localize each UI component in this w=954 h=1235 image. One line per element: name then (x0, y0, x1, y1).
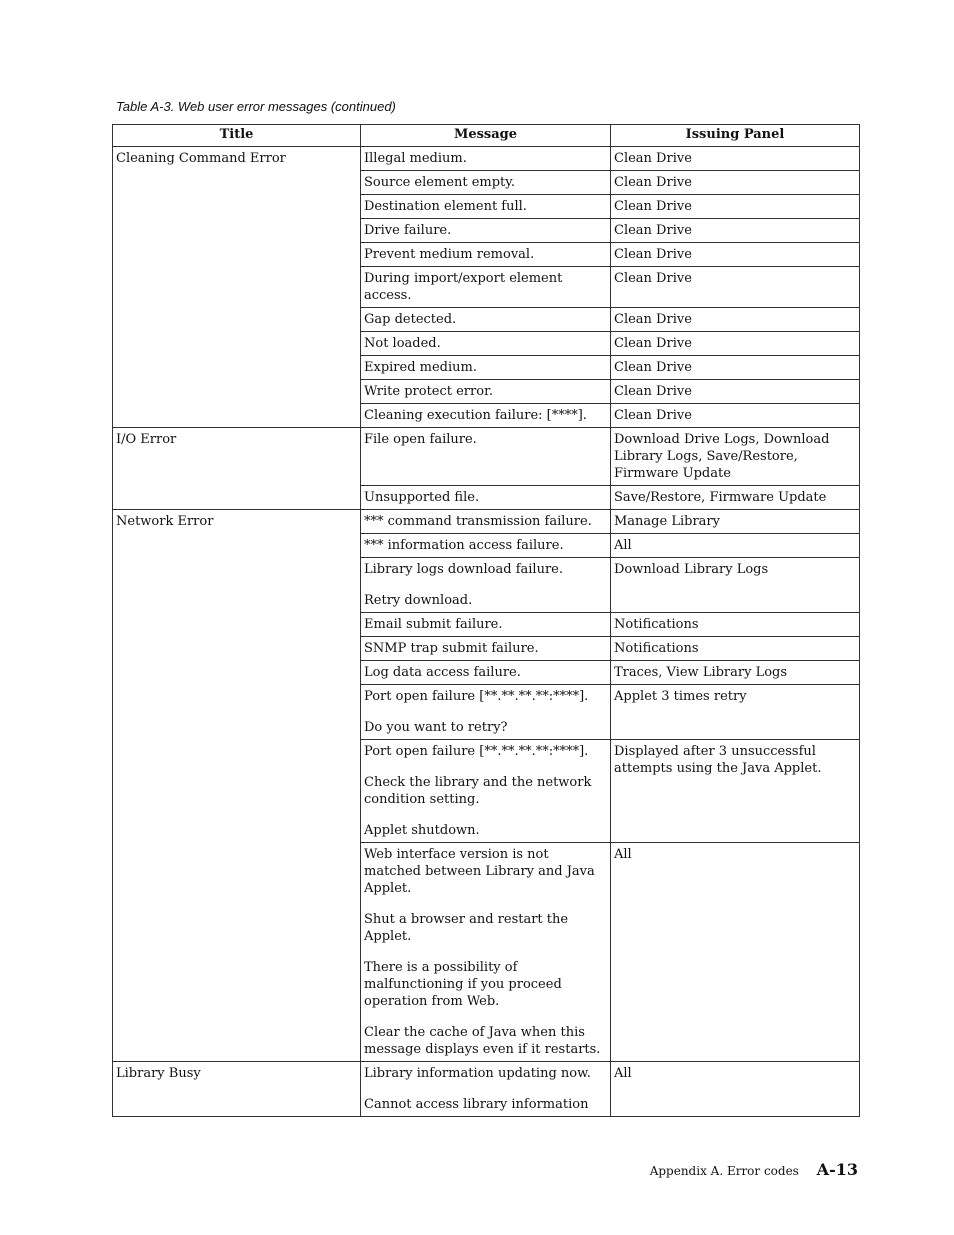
message-cell (361, 243, 611, 267)
issuing-panel-cell: Clean Drive (611, 267, 860, 308)
message-cell (361, 267, 611, 308)
footer-section: Appendix A. Error codes (649, 1164, 799, 1178)
message-paragraph: Not loaded. (364, 336, 441, 351)
issuing-panel-cell: Applet 3 times retry (611, 685, 860, 740)
message-paragraph: Illegal medium. (364, 151, 467, 166)
issuing-panel-cell: Notifications (611, 613, 860, 637)
issuing-panel-cell: Download Library Logs (611, 558, 860, 613)
issuing-panel-cell: Clean Drive (611, 243, 860, 267)
table-row (113, 147, 860, 171)
issuing-panel-cell: Clean Drive (611, 380, 860, 404)
message-paragraph: Log data access failure. (364, 665, 521, 680)
message-paragraph: Write protect error. (364, 384, 493, 399)
error-title-cell: Cleaning Command Error (113, 147, 361, 428)
page-footer (650, 1160, 858, 1179)
issuing-panel-cell: Traces, View Library Logs (611, 661, 860, 685)
message-paragraph: There is a possibility of malfunctioning if you proceed operation from Web. (364, 960, 562, 1009)
message-paragraph: Expired medium. (364, 360, 477, 375)
message-paragraph: Library logs download failure. (364, 562, 564, 577)
message-paragraph: During import/export element access. (364, 271, 563, 303)
message-cell (361, 613, 611, 637)
error-title-cell: I/O Error (113, 428, 361, 510)
table-caption: Table A-3. Web user error messages (continued) (116, 99, 396, 114)
message-cell (361, 637, 611, 661)
issuing-panel-cell: Clean Drive (611, 356, 860, 380)
message-cell (361, 195, 611, 219)
message-paragraph: *** command transmission failure. (364, 514, 592, 529)
issuing-panel-cell: Clean Drive (611, 332, 860, 356)
issuing-panel-cell: All (611, 843, 860, 1062)
issuing-panel-cell: Clean Drive (611, 195, 860, 219)
message-paragraph: Applet shutdown. (364, 823, 480, 838)
issuing-panel-cell: Save/Restore, Firmware Update (611, 486, 860, 510)
message-cell (361, 404, 611, 428)
issuing-panel-cell: Manage Library (611, 510, 860, 534)
message-cell (361, 1062, 611, 1117)
table-row (113, 428, 860, 486)
message-cell (361, 171, 611, 195)
header-message: Message (361, 125, 611, 147)
header-title: Title (113, 125, 361, 147)
error-title-cell: Library Busy (113, 1062, 361, 1117)
message-paragraph: Shut a browser and restart the Applet. (364, 912, 569, 944)
issuing-panel-cell: Clean Drive (611, 171, 860, 195)
issuing-panel-cell: Download Drive Logs, Download Library Logs, Save/Restore, Firmware Update (611, 428, 860, 486)
message-cell (361, 219, 611, 243)
issuing-panel-cell: Clean Drive (611, 404, 860, 428)
issuing-panel-cell: All (611, 1062, 860, 1117)
message-cell (361, 661, 611, 685)
issuing-panel-cell: Clean Drive (611, 219, 860, 243)
message-paragraph: *** information access failure. (364, 538, 564, 553)
message-cell (361, 332, 611, 356)
message-paragraph: Unsupported file. (364, 490, 480, 505)
message-paragraph: Prevent medium removal. (364, 247, 535, 262)
message-paragraph: Retry download. (364, 593, 473, 608)
page-number: A-13 (816, 1160, 858, 1179)
message-cell (361, 486, 611, 510)
message-cell (361, 380, 611, 404)
message-paragraph: Destination element full. (364, 199, 527, 214)
message-paragraph: Port open failure [**.**.**.**:****]. (364, 689, 589, 704)
message-paragraph: Clear the cache of Java when this message displays even if it restarts. (364, 1025, 601, 1057)
message-paragraph: Cleaning execution failure: [****]. (364, 408, 587, 423)
message-cell (361, 308, 611, 332)
header-issuing-panel: Issuing Panel (611, 125, 860, 147)
message-cell (361, 685, 611, 740)
message-paragraph: Source element empty. (364, 175, 516, 190)
error-title-cell: Network Error (113, 510, 361, 1062)
issuing-panel-cell: Clean Drive (611, 308, 860, 332)
issuing-panel-cell: Notifications (611, 637, 860, 661)
message-paragraph: File open failure. (364, 432, 477, 447)
issuing-panel-cell: All (611, 534, 860, 558)
error-messages-table (112, 124, 860, 1117)
message-cell (361, 843, 611, 1062)
table-row (113, 510, 860, 534)
message-paragraph: Library information updating now. (364, 1066, 591, 1081)
message-cell (361, 510, 611, 534)
message-paragraph: Web interface version is not matched between Library and Java Applet. (364, 847, 595, 896)
table-header-row (113, 125, 860, 147)
message-cell (361, 558, 611, 613)
message-cell (361, 356, 611, 380)
issuing-panel-cell: Clean Drive (611, 147, 860, 171)
message-cell (361, 740, 611, 843)
message-paragraph: Email submit failure. (364, 617, 503, 632)
issuing-panel-cell: Displayed after 3 unsuccessful attempts using the Java Applet. (611, 740, 860, 843)
message-paragraph: Drive failure. (364, 223, 452, 238)
message-cell (361, 428, 611, 486)
message-paragraph: Do you want to retry? (364, 720, 508, 735)
message-paragraph: SNMP trap submit failure. (364, 641, 539, 656)
message-paragraph: Gap detected. (364, 312, 457, 327)
table-row (113, 1062, 860, 1117)
message-cell (361, 147, 611, 171)
message-paragraph: Port open failure [**.**.**.**:****]. (364, 744, 589, 759)
message-paragraph: Cannot access library information (364, 1097, 589, 1112)
message-paragraph: Check the library and the network condition setting. (364, 775, 592, 807)
message-cell (361, 534, 611, 558)
table-body (113, 147, 860, 1117)
